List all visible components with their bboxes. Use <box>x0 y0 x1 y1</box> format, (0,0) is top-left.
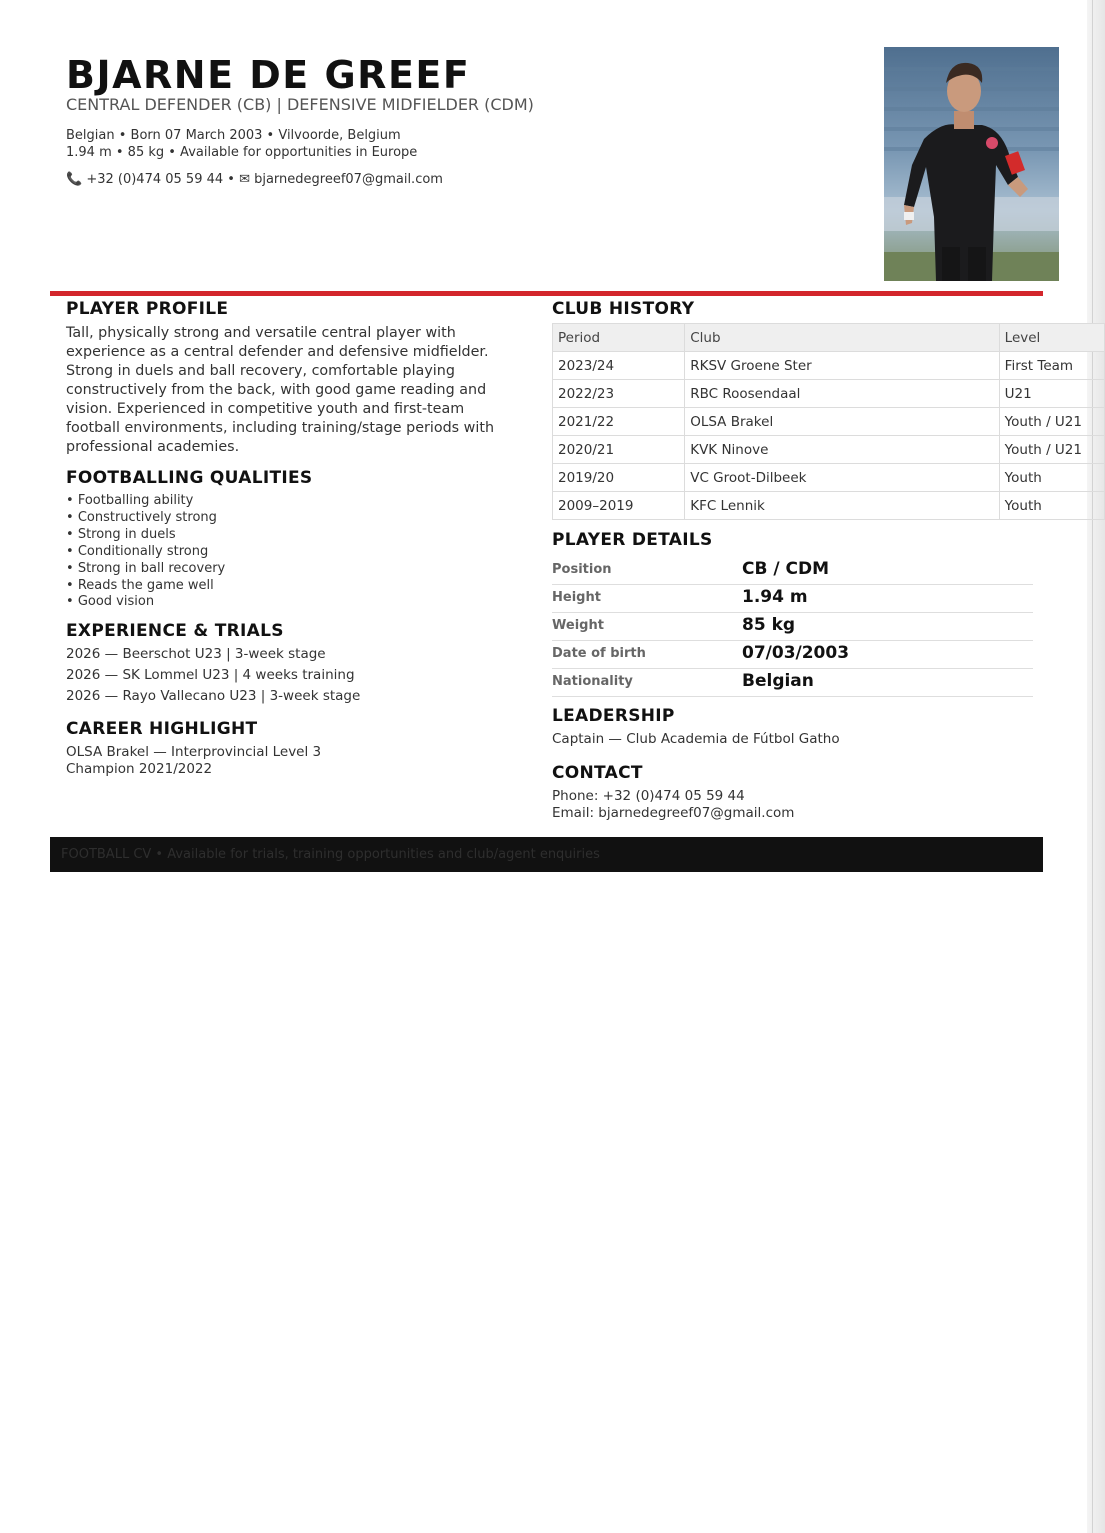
contact-email: Email: bjarnedegreef07@gmail.com <box>552 805 795 821</box>
detail-row-nationality <box>552 669 1033 697</box>
club-history-heading: CLUB HISTORY <box>552 299 695 319</box>
experience-item: 2026 — SK Lommel U23 | 4 weeks training <box>66 667 355 683</box>
list-item: • Strong in ball recovery <box>66 561 225 578</box>
table-row <box>553 492 1105 520</box>
list-item: • Reads the game well <box>66 578 225 595</box>
experience-item: 2026 — Rayo Vallecano U23 | 3-week stage <box>66 688 361 704</box>
career-highlight-line-2: Champion 2021/2022 <box>66 761 213 777</box>
leadership-text: Captain — Club Academia de Fútbol Gatho <box>552 731 840 747</box>
club-cell: VC Groot-Dilbeek <box>685 464 999 492</box>
club-cell: RBC Roosendaal <box>685 380 999 408</box>
career-highlight-line-1: OLSA Brakel — Interprovincial Level 3 <box>66 744 322 760</box>
player-profile-text: Tall, physically strong and versatile central player with experience as a central defender and defensive midfielder. Strong in duels and ball recovery, comfortable playing constructively from the back, with good game reading and vision. Experienced in competitive youth and first-team football environments, including training/stage periods with professional academies. <box>66 325 495 455</box>
level-cell: First Team <box>999 352 1104 380</box>
list-item: • Good vision <box>66 594 225 611</box>
detail-row-date-of-birth <box>552 641 1033 669</box>
qualities-list <box>66 493 225 611</box>
footer-text: FOOTBALL CV • Available for trials, training opportunities and club/agent enquiries <box>61 847 600 862</box>
level-cell: Youth <box>999 464 1104 492</box>
player-details-heading: PLAYER DETAILS <box>552 530 713 550</box>
period-cell: 2009–2019 <box>553 492 685 520</box>
list-item: • Footballing ability <box>66 493 225 510</box>
detail-value: 07/03/2003 <box>742 643 850 663</box>
column-header-level: Level <box>999 324 1104 352</box>
experience-item: 2026 — Beerschot U23 | 3-week stage <box>66 646 326 662</box>
list-item: • Constructively strong <box>66 510 225 527</box>
detail-value: 1.94 m <box>742 587 808 607</box>
detail-row-position <box>552 557 1033 585</box>
period-cell: 2021/22 <box>553 408 685 436</box>
table-row <box>553 408 1105 436</box>
contact-phone: Phone: +32 (0)474 05 59 44 <box>552 788 745 804</box>
detail-value: CB / CDM <box>742 559 829 579</box>
level-cell: Youth / U21 <box>999 436 1104 464</box>
period-cell: 2022/23 <box>553 380 685 408</box>
footballing-qualities-heading: FOOTBALLING QUALITIES <box>66 468 313 488</box>
column-header-club: Club <box>685 324 999 352</box>
page-edge-line <box>1092 0 1093 1533</box>
column-header-period: Period <box>553 324 685 352</box>
level-cell: Youth <box>999 492 1104 520</box>
club-cell: OLSA Brakel <box>685 408 999 436</box>
experience-trials-heading: EXPERIENCE & TRIALS <box>66 621 284 641</box>
detail-label: Position <box>552 562 612 577</box>
table-row <box>553 436 1105 464</box>
player-name: BJARNE DE GREEF <box>66 53 471 97</box>
contact-info-line: 📞 +32 (0)474 05 59 44 • ✉ bjarnedegreef07@gmail.com <box>66 172 443 187</box>
detail-label: Date of birth <box>552 646 646 661</box>
period-cell: 2023/24 <box>553 352 685 380</box>
list-item: • Strong in duels <box>66 527 225 544</box>
detail-label: Height <box>552 590 601 605</box>
level-cell: U21 <box>999 380 1104 408</box>
table-row <box>553 352 1105 380</box>
period-cell: 2019/20 <box>553 464 685 492</box>
level-cell: Youth / U21 <box>999 408 1104 436</box>
detail-label: Nationality <box>552 674 633 689</box>
detail-row-height <box>552 585 1033 613</box>
contact-heading: CONTACT <box>552 763 643 783</box>
table-header-row <box>553 324 1105 352</box>
club-cell: KVK Ninove <box>685 436 999 464</box>
page-edge-shadow <box>1087 0 1105 1533</box>
personal-info-line-2: 1.94 m • 85 kg • Available for opportunities in Europe <box>66 145 418 160</box>
footer-bar <box>50 837 1043 872</box>
club-cell: RKSV Groene Ster <box>685 352 999 380</box>
personal-info-line-1: Belgian • Born 07 March 2003 • Vilvoorde, Belgium <box>66 128 401 143</box>
detail-value: 85 kg <box>742 615 796 635</box>
detail-value: Belgian <box>742 671 814 691</box>
table-row <box>553 380 1105 408</box>
table-row <box>553 464 1105 492</box>
list-item: • Conditionally strong <box>66 544 225 561</box>
career-highlight-heading: CAREER HIGHLIGHT <box>66 719 258 739</box>
period-cell: 2020/21 <box>553 436 685 464</box>
player-positions: CENTRAL DEFENDER (CB) | DEFENSIVE MIDFIELDER (CDM) <box>66 95 534 114</box>
club-history-table <box>552 323 1105 520</box>
detail-row-weight <box>552 613 1033 641</box>
player-photo <box>884 47 1059 281</box>
detail-label: Weight <box>552 618 604 633</box>
accent-divider <box>50 291 1043 296</box>
club-cell: KFC Lennik <box>685 492 999 520</box>
leadership-heading: LEADERSHIP <box>552 706 675 726</box>
player-profile-heading: PLAYER PROFILE <box>66 299 229 319</box>
